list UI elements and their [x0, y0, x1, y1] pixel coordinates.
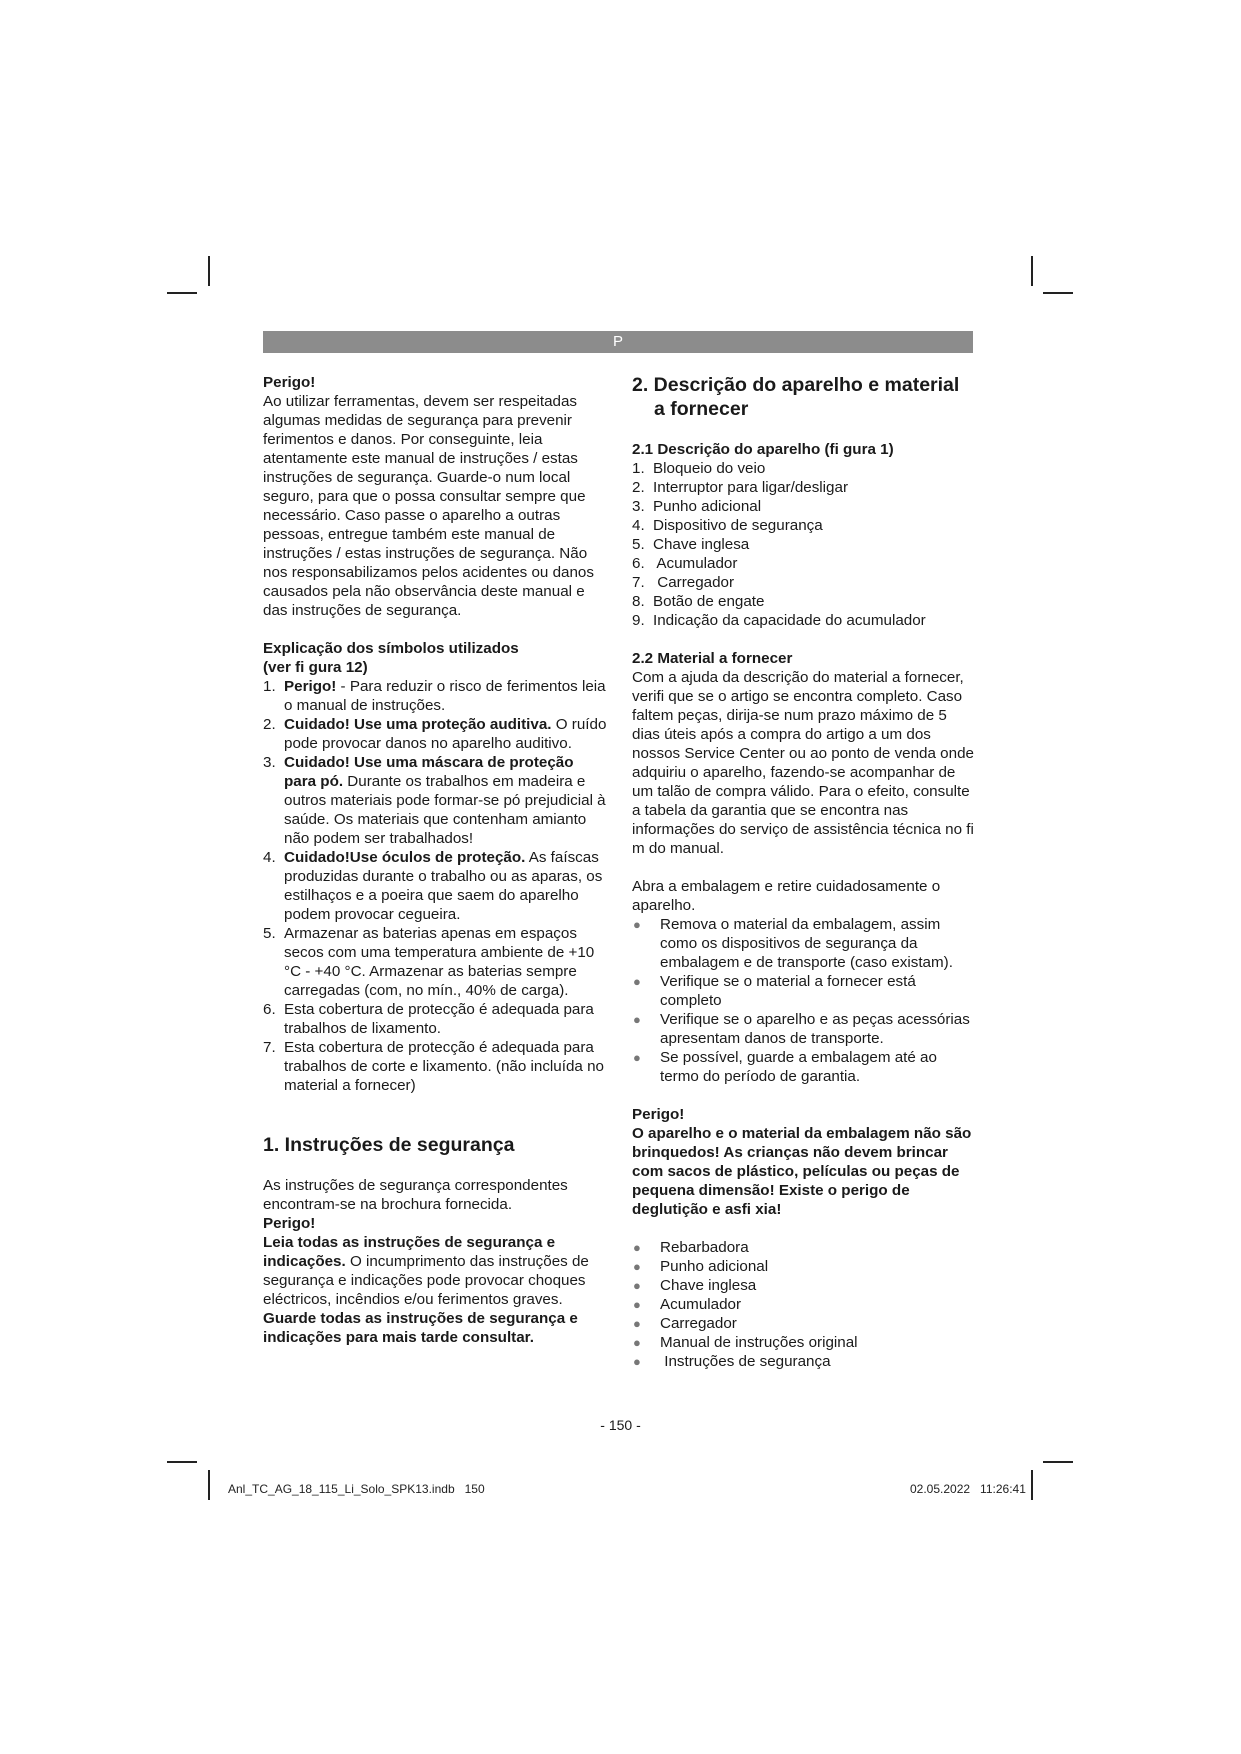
contents-item [632, 1238, 977, 1257]
bullet-icon: ● [633, 1316, 641, 1331]
bullet-icon: ● [633, 1354, 641, 1369]
footer-file: Anl_TC_AG_18_115_Li_Solo_SPK13.indb 150 [228, 1482, 485, 1496]
right-column [632, 373, 977, 1371]
part-num: 2. [632, 479, 645, 496]
bullet-icon: ● [633, 1335, 641, 1350]
contents-item [632, 1333, 977, 1352]
bullet-icon: ● [633, 1278, 641, 1293]
crop-mark [167, 292, 197, 294]
bullet-icon: ● [633, 1050, 641, 1065]
danger-text: O aparelho e o material da embalagem não são brinquedos! As crianças não devem brincar com sacos de plástico, películas ou peças de pequena dimensão! Existe o perigo de deglutição e asfi xia! [632, 1125, 972, 1218]
unpack-step [632, 972, 977, 1010]
part-label: Dispositivo de segurança [653, 517, 823, 534]
part-item [632, 497, 977, 516]
part-item [632, 516, 977, 535]
section1-warning: Perigo! [263, 1215, 316, 1232]
contents-label: Manual de instruções original [660, 1334, 858, 1351]
symbol-text: Esta cobertura de protecção é adequada para trabalhos de lixamento. [284, 1001, 594, 1037]
section2-title: 2. Descrição do aparelho e material [632, 374, 960, 396]
unpack-step [632, 915, 977, 972]
part-num: 4. [632, 517, 645, 534]
section1-bold1: Leia todas as instruções de segurança e indicações. [263, 1234, 556, 1270]
part-item [632, 554, 977, 573]
part-num: 5. [632, 536, 645, 553]
symbol-bold: Cuidado!Use óculos de proteção. [284, 849, 526, 866]
symbol-num: 2. [263, 716, 276, 733]
language-tab: P [612, 333, 623, 350]
contents-label: Carregador [660, 1315, 737, 1332]
contents-label: Chave inglesa [660, 1277, 757, 1294]
contents-label: Acumulador [660, 1296, 742, 1313]
symbol-num: 4. [263, 849, 276, 866]
part-num: 9. [632, 612, 645, 629]
contents-item [632, 1314, 977, 1333]
warning-text: Ao utilizar ferramentas, devem ser respeitadas algumas medidas de segurança para prevenir ferimentos e danos. Por conseguinte, leia atentamente este manual de instruções / estas instruções de segurança. Guarde-o num local seguro, para que o possa consultar sempre que necessário. Caso passe o aparelho a outras pessoas, entregue também este manual de instruções / estas instruções de segurança. Não nos responsabilizamos pelos acidentes ou danos causados pela não observância deste manual e das instruções de segurança. [263, 393, 594, 619]
danger-title: Perigo! [632, 1106, 685, 1123]
contents-label: Instruções de segurança [660, 1353, 831, 1370]
warning-title: Perigo! [263, 374, 316, 391]
section1-intro: As instruções de segurança correspondentes encontram-se na brochura fornecida. [263, 1177, 568, 1213]
unpack-step-text: Remova o material da embalagem, assim como os dispositivos de segurança da embalagem e de transporte (caso existam). [660, 916, 953, 971]
part-item [632, 478, 977, 497]
bullet-icon: ● [633, 1240, 641, 1255]
unpack-step-text: Se possível, guarde a embalagem até ao termo do período de garantia. [660, 1049, 937, 1085]
section1-text1: O incumprimento das instruções de segurança e indicações pode provocar choques eléctricos, incêndios e/ou ferimentos graves. [263, 1253, 589, 1308]
unpack-step [632, 1048, 977, 1086]
symbol-num: 6. [263, 1001, 276, 1018]
part-item [632, 573, 977, 592]
contents-label: Rebarbadora [660, 1239, 749, 1256]
contents-item [632, 1257, 977, 1276]
section2-title-cont: a fornecer [654, 398, 749, 420]
language-header-bar [263, 331, 973, 353]
left-column [263, 373, 608, 1347]
part-num: 3. [632, 498, 645, 515]
part-label: Bloqueio do veio [653, 460, 766, 477]
sub22-text: Com a ajuda da descrição do material a fornecer, verifi que se o artigo se encontra completo. Caso faltem peças, dirija-se num prazo máximo de 5 dias úteis após a compra do artigo a um dos nossos Service Center ou ao ponto de venda onde adquiriu o aparelho, fazendo-se acompanhar de um talão de compra válido. Para o efeito, consulte a tabela da garantia que se encontra nas informações do serviço de assistência técnica no fi m do manual. [632, 669, 974, 857]
symbol-num: 3. [263, 754, 276, 771]
part-label: Carregador [653, 574, 735, 591]
footer-timestamp: 02.05.2022 11:26:41 [910, 1482, 1026, 1496]
section1-bold2: Guarde todas as instruções de segurança e indicações para mais tarde consultar. [263, 1310, 578, 1346]
crop-mark [208, 256, 210, 286]
symbol-item [263, 677, 608, 715]
bullet-icon: ● [633, 1012, 641, 1027]
sub21-title: 2.1 Descrição do aparelho (fi gura 1) [632, 441, 894, 458]
part-num: 7. [632, 574, 645, 591]
contents-item [632, 1276, 977, 1295]
symbols-title: Explicação dos símbolos utilizados [263, 640, 519, 657]
bullet-icon: ● [633, 1259, 641, 1274]
part-item [632, 592, 977, 611]
symbol-num: 1. [263, 678, 276, 695]
symbol-text: - Para reduzir o risco de ferimentos leia o manual de instruções. [284, 678, 606, 714]
crop-mark [1043, 1461, 1073, 1463]
crop-mark [1031, 1470, 1033, 1500]
bullet-icon: ● [633, 917, 641, 932]
unpack-step-text: Verifique se o aparelho e as peças acessórias apresentam danos de transporte. [660, 1011, 970, 1047]
crop-mark [1043, 292, 1073, 294]
symbol-text: Durante os trabalhos em madeira e outros materiais pode formar-se pó prejudicial à saúde. Os materiais que contenham amianto não podem ser trabalhados! [284, 773, 606, 847]
part-label: Interruptor para ligar/desligar [653, 479, 849, 496]
contents-item [632, 1295, 977, 1314]
symbol-item [263, 924, 608, 1000]
symbols-title-ref: (ver fi gura 12) [263, 659, 368, 676]
symbol-text: As faíscas produzidas durante o trabalho ou as aparas, os estilhaços e a poeira que saem do aparelho podem provocar cegueira. [284, 849, 603, 923]
crop-mark [167, 1461, 197, 1463]
sub22-title: 2.2 Material a fornecer [632, 650, 793, 667]
symbol-item [263, 753, 608, 848]
bullet-icon: ● [633, 1297, 641, 1312]
bullet-icon: ● [633, 974, 641, 989]
page-number: - 150 - [600, 1417, 641, 1433]
unpack-step-text: Verifique se o material a fornecer está completo [660, 973, 916, 1009]
symbol-item [263, 1038, 608, 1095]
part-label: Botão de engate [653, 593, 765, 610]
symbol-text: Esta cobertura de protecção é adequada para trabalhos de corte e lixamento. (não incluída no material a fornecer) [284, 1039, 604, 1094]
symbol-bold: Perigo! [284, 678, 337, 695]
part-item [632, 459, 977, 478]
part-num: 8. [632, 593, 645, 610]
symbol-bold: Cuidado! Use uma máscara de proteção para pó. [284, 754, 574, 790]
symbol-bold: Cuidado! Use uma proteção auditiva. [284, 716, 552, 733]
crop-mark [208, 1470, 210, 1500]
symbol-item [263, 715, 608, 753]
symbol-text: Armazenar as baterias apenas em espaços secos com uma temperatura ambiente de +10 °C - +40 °C. Armazenar as baterias sempre carregadas (com, no mín., 40% de carga). [284, 925, 595, 999]
symbol-item [263, 1000, 608, 1038]
part-label: Indicação da capacidade do acumulador [653, 612, 926, 629]
unpack-step [632, 1010, 977, 1048]
contents-item [632, 1352, 977, 1371]
contents-label: Punho adicional [660, 1258, 769, 1275]
part-item [632, 611, 977, 630]
unpack-text: Abra a embalagem e retire cuidadosamente o aparelho. [632, 878, 941, 914]
part-label: Acumulador [653, 555, 738, 572]
symbol-num: 5. [263, 925, 276, 942]
part-label: Punho adicional [653, 498, 762, 515]
symbol-num: 7. [263, 1039, 276, 1056]
section1-title: 1. Instruções de segurança [263, 1134, 515, 1156]
crop-mark [1031, 256, 1033, 286]
symbol-item [263, 848, 608, 924]
part-num: 6. [632, 555, 645, 572]
part-label: Chave inglesa [653, 536, 750, 553]
part-item [632, 535, 977, 554]
symbol-text: O ruído pode provocar danos no aparelho auditivo. [284, 716, 607, 752]
part-num: 1. [632, 460, 645, 477]
